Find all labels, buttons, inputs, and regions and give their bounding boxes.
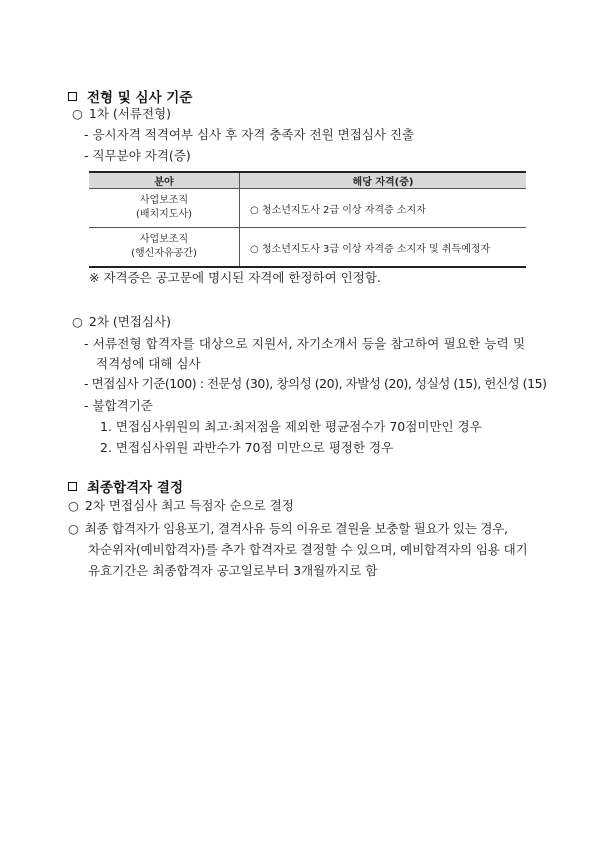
section-heading-screening: [68, 86, 192, 106]
column-header-qualification: 해당 자격(증): [240, 172, 527, 189]
qualification-cell: ○ 청소년지도사 3급 이상 자격증 소지자 및 취득예정자: [240, 228, 527, 268]
table-header-row: [89, 172, 526, 189]
qualification-table: [89, 171, 526, 268]
stage2-title: 2차 (면접심사): [88, 314, 171, 329]
square-bullet-icon: [68, 482, 77, 491]
final-item-2-line3: 유효기간은 최종합격자 공고일로부터 3개월까지로 함: [88, 563, 378, 578]
stage2-bullet-review-line2: 적격성에 대해 심사: [96, 356, 201, 371]
circle-bullet-icon: ○: [72, 314, 83, 329]
circle-bullet-icon: ○: [72, 106, 83, 121]
stage2-bullet-review-line1: - 서류전형 합격자를 대상으로 지원서, 자기소개서 등을 참고하여 필요한 능력 및: [84, 336, 526, 351]
section-heading-final: [68, 476, 183, 496]
square-bullet-icon: [68, 92, 77, 101]
fail-criterion-1: 1. 면접심사위원의 최고·최저점을 제외한 평균점수가 70점미만인 경우: [100, 419, 482, 434]
final-item-2-line1: [68, 521, 508, 537]
stage1-bullet-eligibility: - 응시자격 적격여부 심사 후 자격 충족자 전원 면접심사 진출: [84, 127, 415, 142]
final-item-1: [68, 498, 294, 514]
final-item-2-text: 최종 합격자가 임용포기, 결격사유 등의 이유로 결원을 보충할 필요가 있는 경우,: [84, 521, 508, 536]
field-cell: [89, 228, 240, 268]
stage1-heading: [72, 106, 171, 122]
field-detail: (배치지도사): [135, 209, 193, 220]
field-name: 사업보조직: [139, 195, 189, 206]
table-row: [89, 228, 526, 268]
certificate-note: ※ 자격증은 공고문에 명시된 자격에 한정하여 인정함.: [89, 270, 381, 285]
qualification-cell: ○ 청소년지도사 2급 이상 자격증 소지자: [240, 189, 527, 228]
final-item-1-text: 2차 면접심사 최고 득점자 순으로 결정: [84, 498, 294, 513]
stage1-title: 1차 (서류전형): [88, 106, 171, 121]
table-row: [89, 189, 526, 228]
field-cell: [89, 189, 240, 228]
final-item-2-line2: 차순위자(예비합격자)를 추가 합격자로 결정할 수 있으며, 예비합격자의 임용 대기: [88, 542, 528, 557]
field-name: 사업보조직: [139, 234, 189, 245]
stage2-bullet-criteria: - 면접심사 기준(100) : 전문성 (30), 창의성 (20), 자발성 (20), 성실성 (15), 헌신성 (15): [84, 376, 547, 391]
stage1-bullet-qualifications: - 직무분야 자격(증): [84, 148, 191, 163]
fail-criterion-2: 2. 면접심사위원 과반수가 70점 미만으로 평정한 경우: [100, 440, 394, 455]
stage2-bullet-fail-criteria: - 불합격기준: [84, 398, 153, 413]
circle-bullet-icon: ○: [68, 521, 79, 536]
stage2-heading: [72, 314, 171, 330]
circle-bullet-icon: ○: [68, 498, 79, 513]
column-header-field: 분야: [89, 172, 240, 189]
section-title: 최종합격자 결정: [87, 480, 183, 496]
field-detail: (행신자유공간): [131, 248, 197, 259]
section-title: 전형 및 심사 기준: [87, 90, 193, 106]
